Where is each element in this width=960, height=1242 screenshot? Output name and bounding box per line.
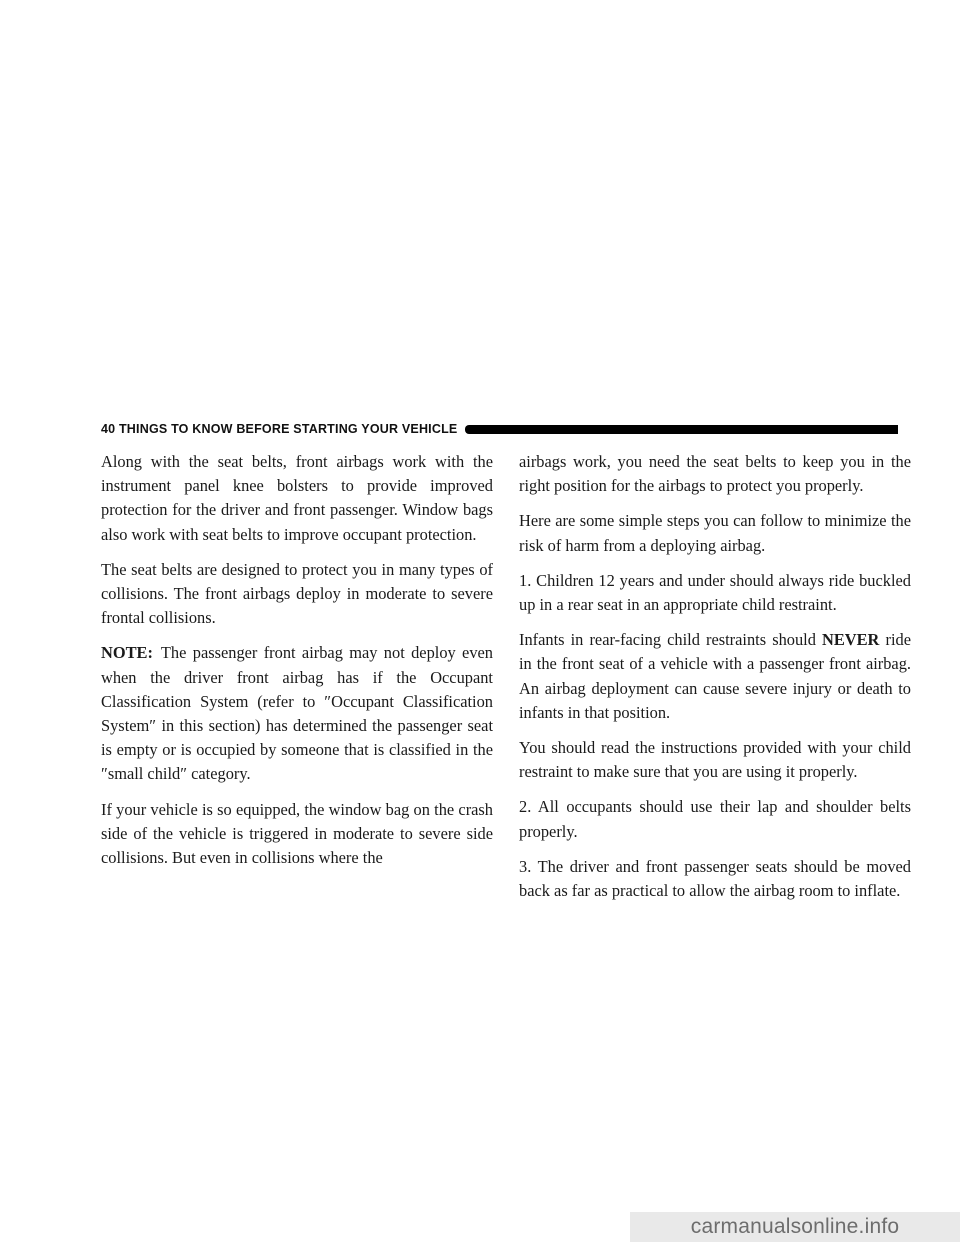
- step-1-children: 1. Children 12 years and under should always ride buckled up in a rear seat in an appropriate child restraint.: [519, 570, 911, 615]
- left-column: [101, 450, 493, 881]
- step-2-occupants: 2. All occupants should use their lap and shoulder belts properly.: [519, 797, 911, 841]
- watermark-link[interactable]: carmanualsonline.info: [630, 1212, 960, 1242]
- note-label: NOTE:: [101, 643, 153, 663]
- page-header: [101, 420, 898, 438]
- right-column: [519, 450, 911, 914]
- paragraph-airbags-continued: airbags work, you need the seat belts to keep you in the right position for the airbags to protect you properly.: [519, 452, 911, 496]
- note-paragraph: [101, 641, 493, 786]
- page-header-text: 40 THINGS TO KNOW BEFORE STARTING YOUR VEHICLE: [101, 422, 458, 436]
- step-3-seats: 3. The driver and front passenger seats should be moved back as far as practical to allow the airbag room to inflate.: [519, 856, 911, 901]
- never-emphasis: NEVER: [822, 630, 880, 650]
- header-rule-bar: [465, 425, 898, 434]
- infants-text-before: Infants in rear-facing child restraints should: [519, 630, 823, 650]
- paragraph-read-instructions: You should read the instructions provided with your child restraint to make sure that you are using it properly.: [519, 738, 911, 782]
- note-text: The passenger front airbag may not deploy even when the driver front airbag has if the Occupant Classification System (refer to ″Occupant Classification System″ in this section) has determined the passenger seat is empty or is occupied by someone that is classified in the ″small child″ category.: [101, 643, 493, 784]
- paragraph-infants-warning: [519, 628, 911, 725]
- paragraph-window-bag: If your vehicle is so equipped, the window bag on the crash side of the vehicle is triggered in moderate to severe side collisions. But even in collisions where the: [101, 799, 493, 868]
- paragraph-simple-steps: Here are some simple steps you can follow to minimize the risk of harm from a deploying airbag.: [519, 511, 911, 555]
- paragraph-seatbelts-airbags: Along with the seat belts, front airbags work with the instrument panel knee bolsters to provide improved protection for the driver and front passenger. Window bags also work with seat belts to improve occupant protection.: [101, 452, 493, 544]
- paragraph-collision-types: The seat belts are designed to protect you in many types of collisions. The front airbags deploy in moderate to severe frontal collisions.: [101, 559, 493, 628]
- infants-text-after: ride in the front seat of a vehicle with a passenger front airbag. An airbag deployment can cause severe injury or death to infants in that position.: [519, 630, 911, 722]
